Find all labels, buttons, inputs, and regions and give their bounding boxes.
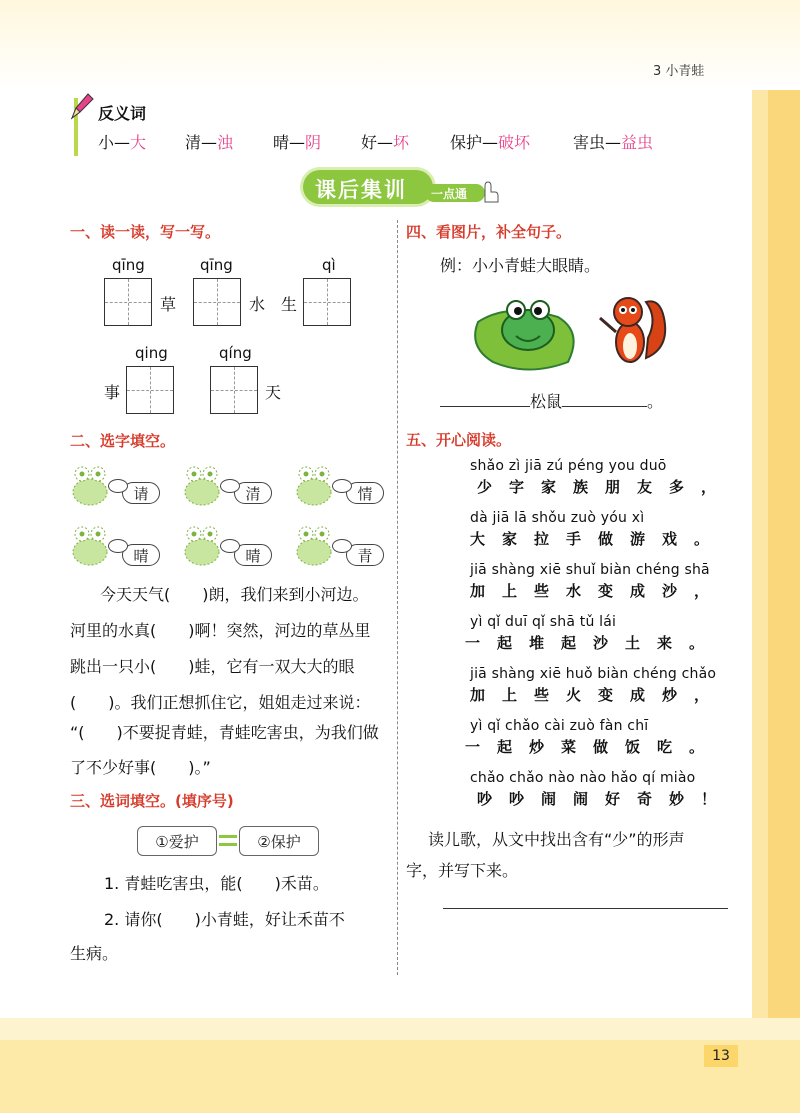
passage-line: “( )不要捉青蛙，青蛙吃害虫，为我们做 [70,723,379,742]
poem-pinyin: shǎo zì jiā zú péng you duō [470,458,667,474]
question-line: 2. 请你( )小青蛙，好让禾苗不 [104,910,345,929]
poem-pinyin: dà jiā lā shǒu zuò yóu xì [470,510,645,526]
answer-blank[interactable] [440,406,530,407]
antonym-sep: — [289,133,306,152]
pinyin-label: qīng [112,256,145,274]
frog-choice [180,462,261,512]
speech-bubble [332,479,352,493]
section2-title: 二、选字填空。 [70,432,176,450]
frog-icon [68,462,112,508]
poem-pinyin: jiā shàng xiē shuǐ biàn chéng shā [470,562,710,578]
antonym-pair [573,130,653,153]
frog-choice [68,462,149,512]
antonym-opposite: 破坏 [498,133,531,152]
speech-bubble [108,479,128,493]
antonym-word: 小 [98,133,115,152]
question-line: 生病。 [70,944,119,963]
antonym-pair [185,130,233,153]
word-options [137,826,319,856]
section5-title: 五、开心阅读。 [406,431,512,449]
section-banner [303,170,500,206]
frog-icon [68,522,112,568]
antonym-pair [98,130,146,153]
char-label: 天 [265,383,282,402]
passage-line: 跳出一只小( )蛙，它有一双大大的眼 [70,657,355,676]
frog-on-leaf-image [468,292,588,372]
hand-pointer-icon [479,176,499,204]
poem-pinyin: chǎo chǎo nào nào hǎo qí miào [470,770,696,786]
speech-bubble [108,539,128,553]
passage-line: 今天天气( )朗，我们来到小河边。 [100,585,369,604]
pinyin-label: qíng [219,344,252,362]
poem-line: 少字家族朋友多， [477,478,734,496]
sentence-end: 。 [647,392,664,411]
speech-bubble [220,479,240,493]
task-line: 读儿歌，从文中找出含有“少”的形声 [428,830,685,849]
frog-choice [292,462,373,512]
passage-line: ( )。我们正想抓住它，姐姐走过来说： [70,693,371,712]
speech-bubble [220,539,240,553]
lesson-header: 3 小青蛙 [653,64,705,79]
antonym-word: 害虫 [573,133,606,152]
char-tag: 晴 [234,544,272,566]
pencil-icon [66,92,94,122]
poem-line: 一起堆起沙土来。 [465,634,722,652]
banner-title: 课后集训 [315,178,407,202]
antonym-title: 反义词 [98,104,147,123]
option-box: ①爱护 [137,826,217,856]
char-tag: 请 [122,482,160,504]
char-label: 草 [160,295,177,314]
antonym-opposite: 大 [130,133,147,152]
frog-choice [68,522,149,572]
poem-pinyin: yì qǐ duī qǐ shā tǔ lái [470,614,617,630]
sentence-completion [440,384,663,420]
poem-line: 吵吵闹闹好奇妙！ [477,790,734,808]
antonym-word: 清 [185,133,202,152]
frog-choice [180,522,261,572]
frog-icon [180,522,224,568]
pinyin-label: qì [322,256,336,274]
poem-line: 大家拉手做游戏。 [470,530,727,548]
sentence-word: 松鼠 [530,392,563,411]
section3-title: 三、选词填空。(填序号) [70,792,234,810]
antonym-pair [273,130,321,153]
antonym-word: 保护 [450,133,483,152]
answer-line[interactable] [443,908,728,909]
connector-bar [219,835,237,838]
antonym-pair [361,130,409,153]
antonym-opposite: 益虫 [621,133,654,152]
char-label: 水 [249,295,266,314]
writing-grid-box[interactable] [193,278,241,326]
antonym-sep: — [377,133,394,152]
pinyin-label: qīng [200,256,233,274]
antonym-word: 晴 [273,133,290,152]
example-sentence: 例：小小青蛙大眼睛。 [440,256,601,275]
writing-grid-box[interactable] [104,278,152,326]
poem-line: 一起炒菜做饭吃。 [465,738,722,756]
squirrel-image [594,288,672,370]
antonym-sep: — [482,133,499,152]
writing-grid-box[interactable] [303,278,351,326]
writing-grid-box[interactable] [210,366,258,414]
antonym-sep: — [201,133,218,152]
answer-blank[interactable] [562,406,647,407]
writing-grid-box[interactable] [126,366,174,414]
char-tag: 清 [234,482,272,504]
pinyin-label: qing [135,344,168,362]
frog-icon [292,522,336,568]
antonym-opposite: 阴 [305,133,322,152]
antonym-opposite: 坏 [393,133,410,152]
poem-pinyin: jiā shàng xiē huǒ biàn chéng chǎo [470,666,717,682]
speech-bubble [332,539,352,553]
poem-line: 加上些水变成沙， [470,582,727,600]
section4-title: 四、看图片，补全句子。 [406,223,572,241]
poem-line: 加上些火变成炒， [470,686,727,704]
passage-line: 了不少好事( )。” [70,758,211,777]
char-tag: 青 [346,544,384,566]
frog-icon [292,462,336,508]
char-label: 生 [281,295,298,314]
char-tag: 情 [346,482,384,504]
page-number: 13 [704,1045,738,1067]
poem-pinyin: yì qǐ chǎo cài zuò fàn chī [470,718,649,734]
char-label: 事 [104,383,121,402]
antonym-sep: — [605,133,622,152]
question-line: 1. 青蛙吃害虫，能( )禾苗。 [104,874,329,893]
passage-line: 河里的水真( )啊！突然，河边的草丛里 [70,621,371,640]
antonym-opposite: 浊 [217,133,234,152]
banner-sub: 一点通 [431,187,468,201]
task-line: 字，并写下来。 [406,861,519,880]
option-box: ②保护 [239,826,319,856]
antonym-word: 好 [361,133,378,152]
column-divider [397,220,398,975]
char-tag: 晴 [122,544,160,566]
antonym-sep: — [114,133,131,152]
connector-bar [219,843,237,846]
page-edge-band-dark [768,90,800,1113]
section1-title: 一、读一读，写一写。 [70,223,221,241]
frog-icon [180,462,224,508]
antonym-pair [450,130,530,153]
frog-choice [292,522,373,572]
